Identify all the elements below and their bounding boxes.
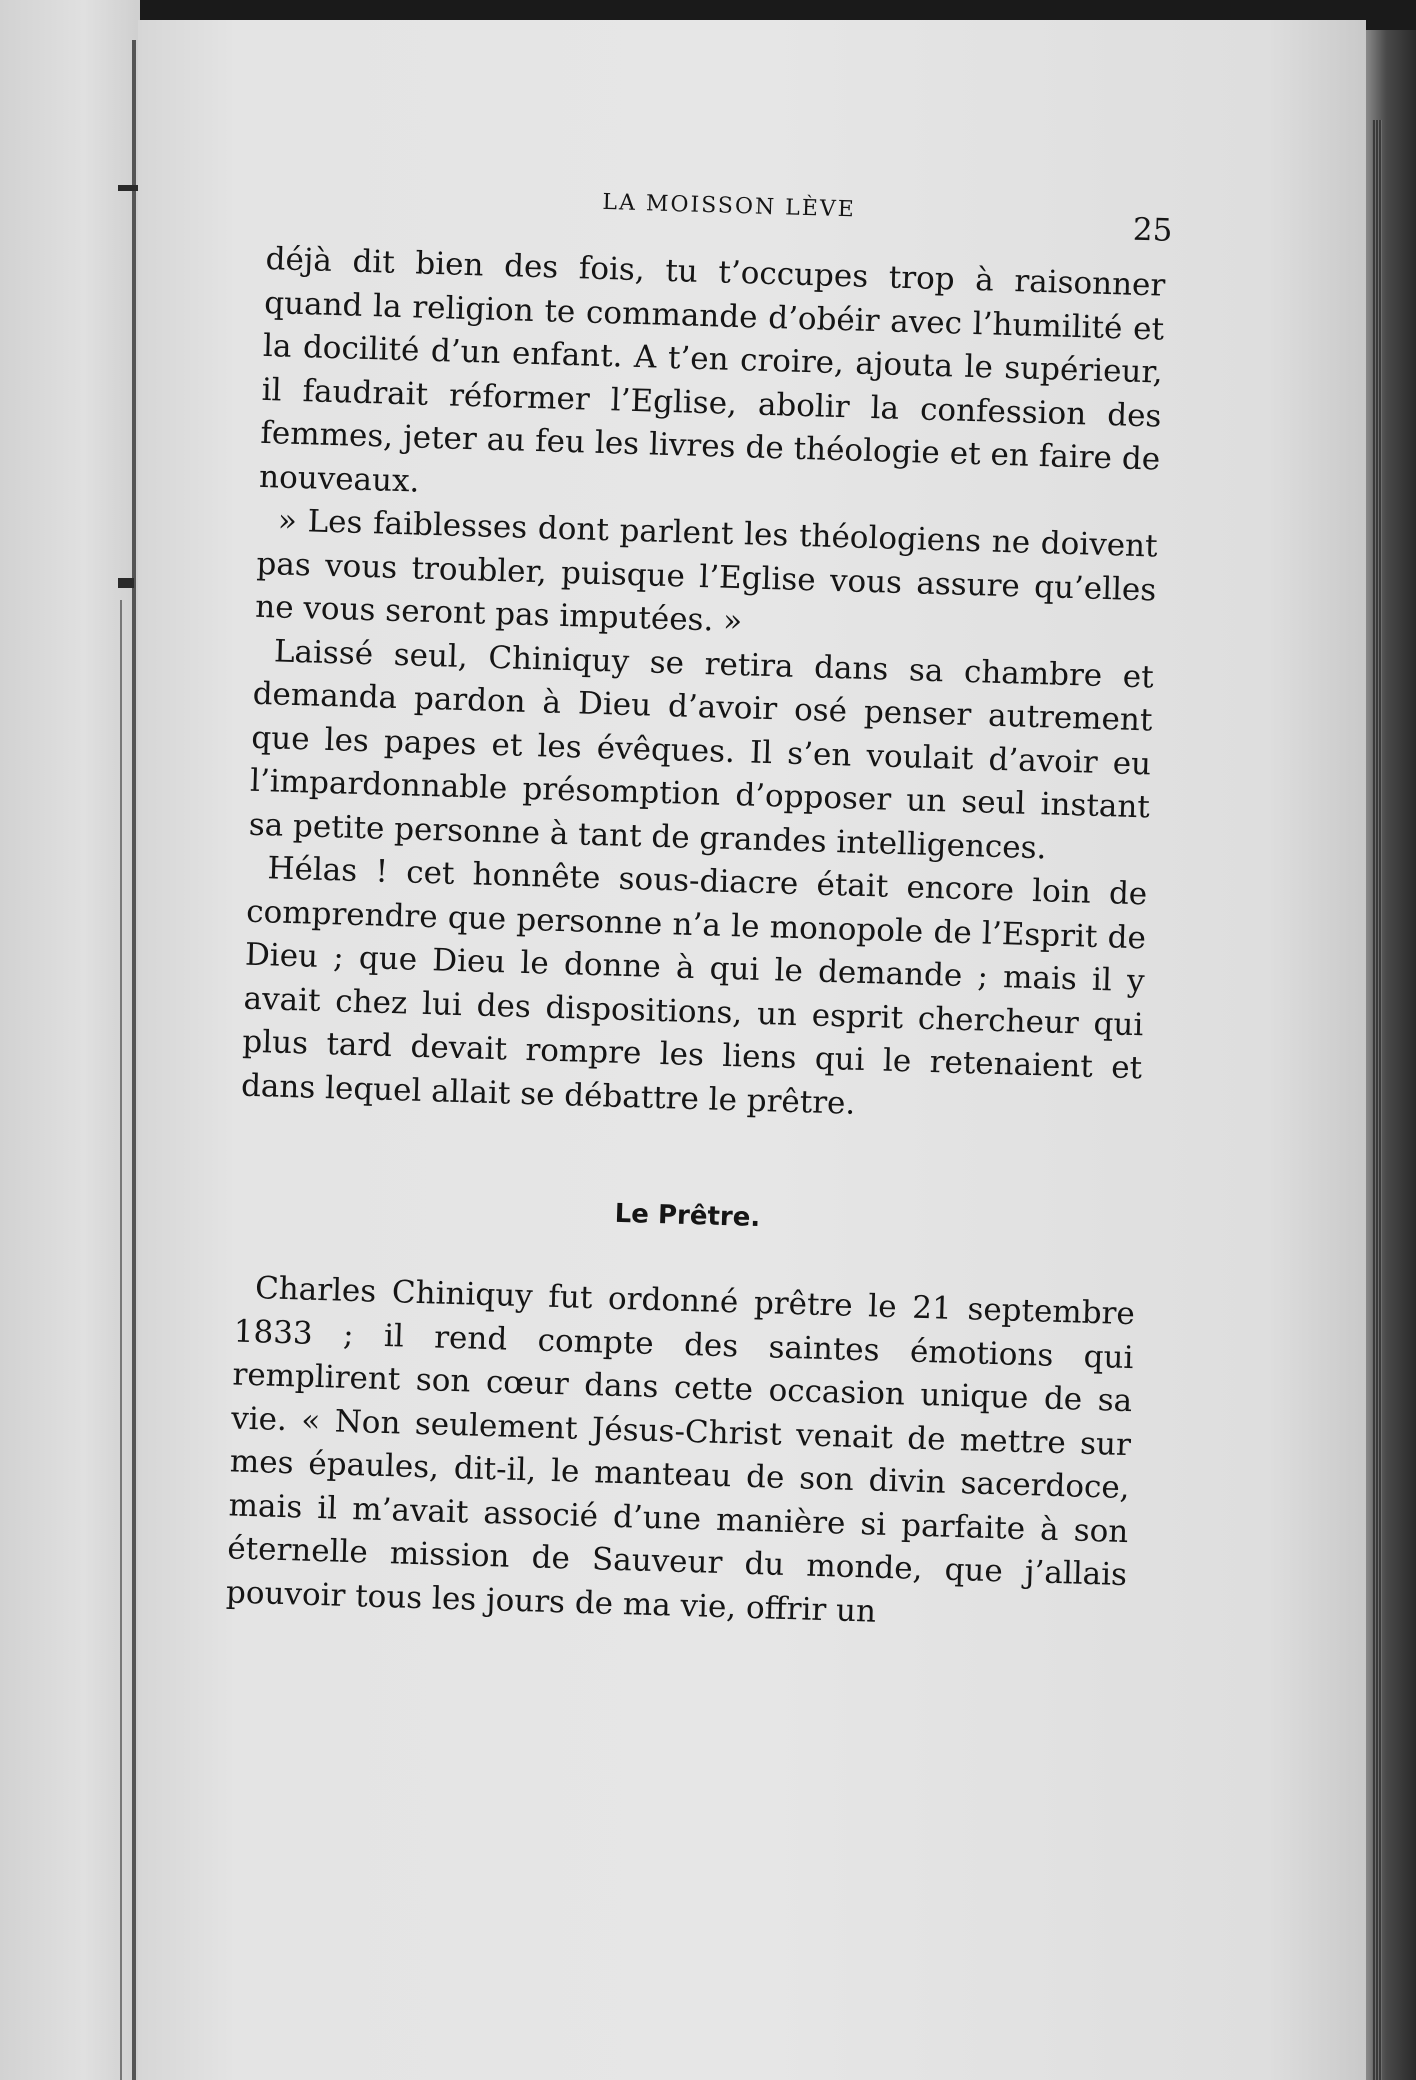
running-head: LA MOISSON LÈVE bbox=[602, 189, 857, 223]
page-number: 25 bbox=[1132, 211, 1173, 249]
paragraph: Laissé seul, Chiniquy se retira dans sa chambre et demanda pardon à Dieu d’avoir osé penser autrement que les papes et les évêques. Il s’en voulait d’avoir eu l’impardonnable présomption d’opposer un seul instant sa petite personne à tant de grandes intelligences. bbox=[248, 632, 1155, 866]
paragraph: Hélas ! cet honnête sous-diacre était encore loin de comprendre que personne n’a le monopole de l’Esprit de Dieu ; que Dieu le donne à qui le demande ; mais il y avait chez lui des dispositions, un esprit chercheur qui plus tard devait rompre les liens qui le retenaient et dans lequel allait se débattre le prêtre. bbox=[240, 850, 1148, 1122]
page-stack-lines bbox=[1372, 120, 1382, 2080]
binding-gutter-shadow bbox=[120, 600, 122, 2080]
paragraph: déjà dit bien des fois, tu t’occupes trop à raisonner quand la religion te commande d’obéir avec l’humilité et la docilité d’un enfant. A t’en croire, ajouta le supérieur, il faudrait réformer l’Eglise, abolir la confession des femmes, jeter au feu les livres de théologie et en faire de nouveaux. bbox=[258, 240, 1166, 500]
binding-mark bbox=[118, 578, 134, 588]
paragraph: Charles Chiniquy fut ordonné prêtre le 21 septembre 1833 ; il rend compte des saintes émotions qui remplirent son cœur dans cette occasion unique de sa vie. « Non seulement Jésus-Christ venait de mettre sur mes épaules, dit-il, le manteau de son divin sacerdoce, mais il m’avait associé d’une manière si parfaite à son éternelle mission de Sauveur du monde, que j’allais pouvoir tous les jours de ma vie, offrir un bbox=[225, 1270, 1136, 1630]
paragraph: » Les faiblesses dont parlent les théologiens ne doivent pas vous troubler, puisque l’Eglise vous assure qu’elles ne vous seront pas imputées. » bbox=[254, 502, 1159, 640]
page-body bbox=[225, 238, 1165, 1641]
facing-page-edge bbox=[0, 0, 140, 2080]
section-heading: Le Prêtre. bbox=[614, 1198, 761, 1234]
binding-gutter bbox=[132, 40, 136, 2080]
